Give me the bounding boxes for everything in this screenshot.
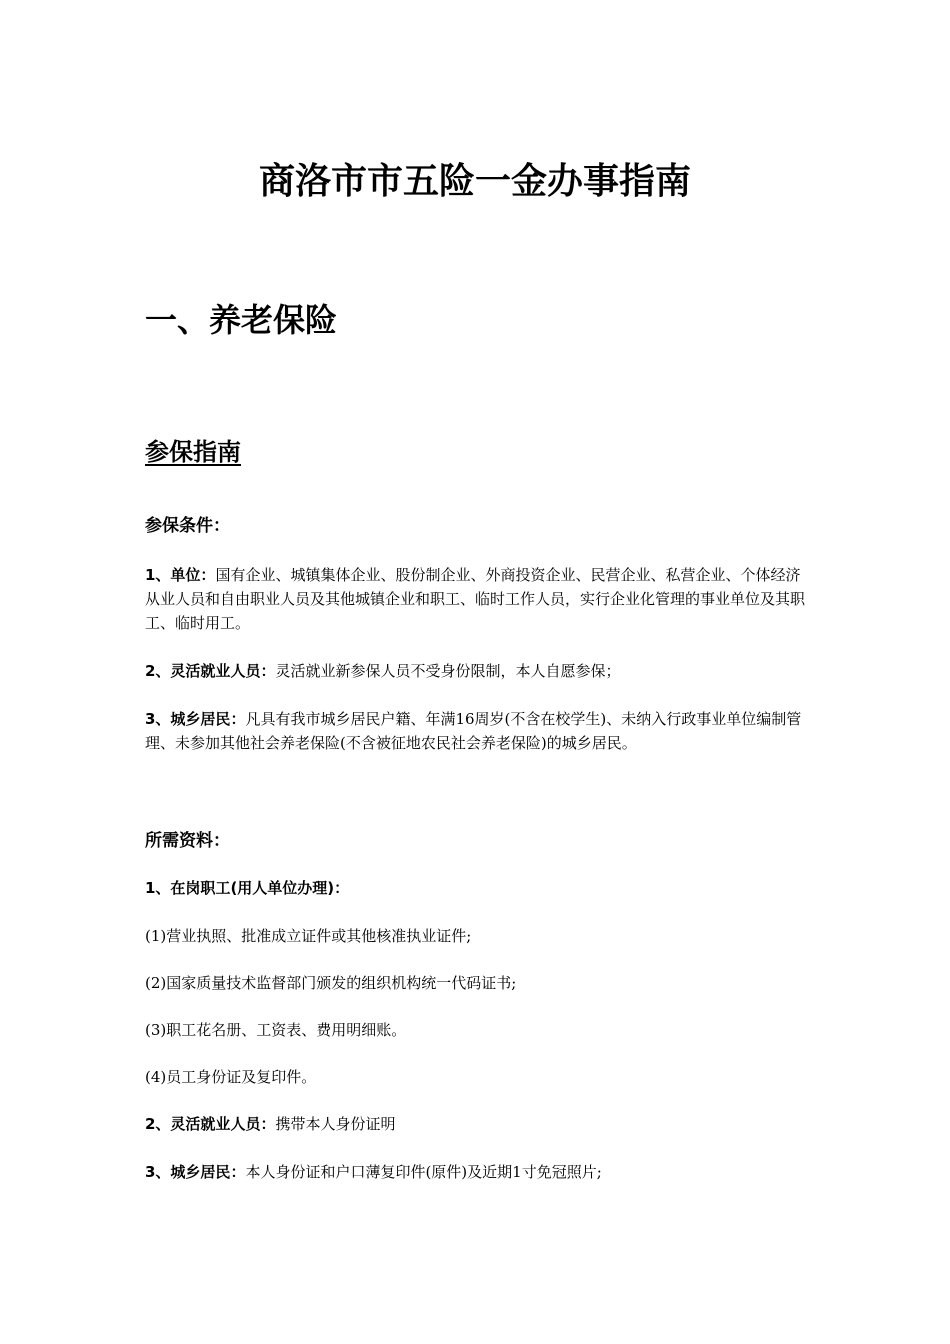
section-heading-pension: 一、养老保险 xyxy=(145,301,338,339)
condition-item-text: 国有企业、城镇集体企业、股份制企业、外商投资企业、民营企业、私营企业、个体经济从业人员和自由职业人员及其他城镇企业和职工、临时工作人员，实行企业化管理的事业单位及其职工、临时用工。 xyxy=(145,566,806,632)
materials-item-resident xyxy=(145,1160,810,1184)
materials-item-label: 3、城乡居民： xyxy=(145,1163,246,1181)
materials-item-employee xyxy=(145,876,810,900)
materials-item-label: 1、在岗职工(用人单位办理)： xyxy=(145,879,350,897)
condition-item-unit xyxy=(145,563,810,635)
materials-sub-item: (4)员工身份证及复印件。 xyxy=(145,1068,317,1086)
materials-item-label: 2、灵活就业人员： xyxy=(145,1115,276,1133)
materials-sub-item: (1)营业执照、批准成立证件或其他核准执业证件; xyxy=(145,927,472,945)
materials-heading xyxy=(145,829,810,853)
conditions-heading-label: 参保条件： xyxy=(145,516,230,536)
sub-heading-enrollment-guide: 参保指南 xyxy=(145,438,241,466)
materials-item-text: 携带本人身份证明 xyxy=(275,1115,396,1133)
condition-item-text: 凡具有我市城乡居民户籍、年满16周岁(不含在校学生)、未纳入行政事业单位编制管理、未参加其他社会养老保险(不含被征地农民社会养老保险)的城乡居民。 xyxy=(145,710,802,752)
condition-item-label: 1、单位： xyxy=(145,566,216,584)
condition-item-resident xyxy=(145,707,810,755)
materials-sub-item: (3)职工花名册、工资表、费用明细账。 xyxy=(145,1021,407,1039)
condition-item-label: 3、城乡居民： xyxy=(145,710,246,728)
conditions-heading xyxy=(145,514,810,538)
condition-item-text: 灵活就业新参保人员不受身份限制，本人自愿参保； xyxy=(275,662,621,680)
document-title: 商洛市市五险一金办事指南 xyxy=(258,161,691,202)
condition-item-label: 2、灵活就业人员： xyxy=(145,662,276,680)
materials-item-flexible xyxy=(145,1112,810,1136)
materials-sub-item: (2)国家质量技术监督部门颁发的组织机构统一代码证书; xyxy=(145,974,517,992)
condition-item-flexible xyxy=(145,659,810,683)
materials-item-text: 本人身份证和户口薄复印件(原件)及近期1寸免冠照片; xyxy=(245,1163,602,1181)
materials-heading-label: 所需资料： xyxy=(145,831,230,851)
